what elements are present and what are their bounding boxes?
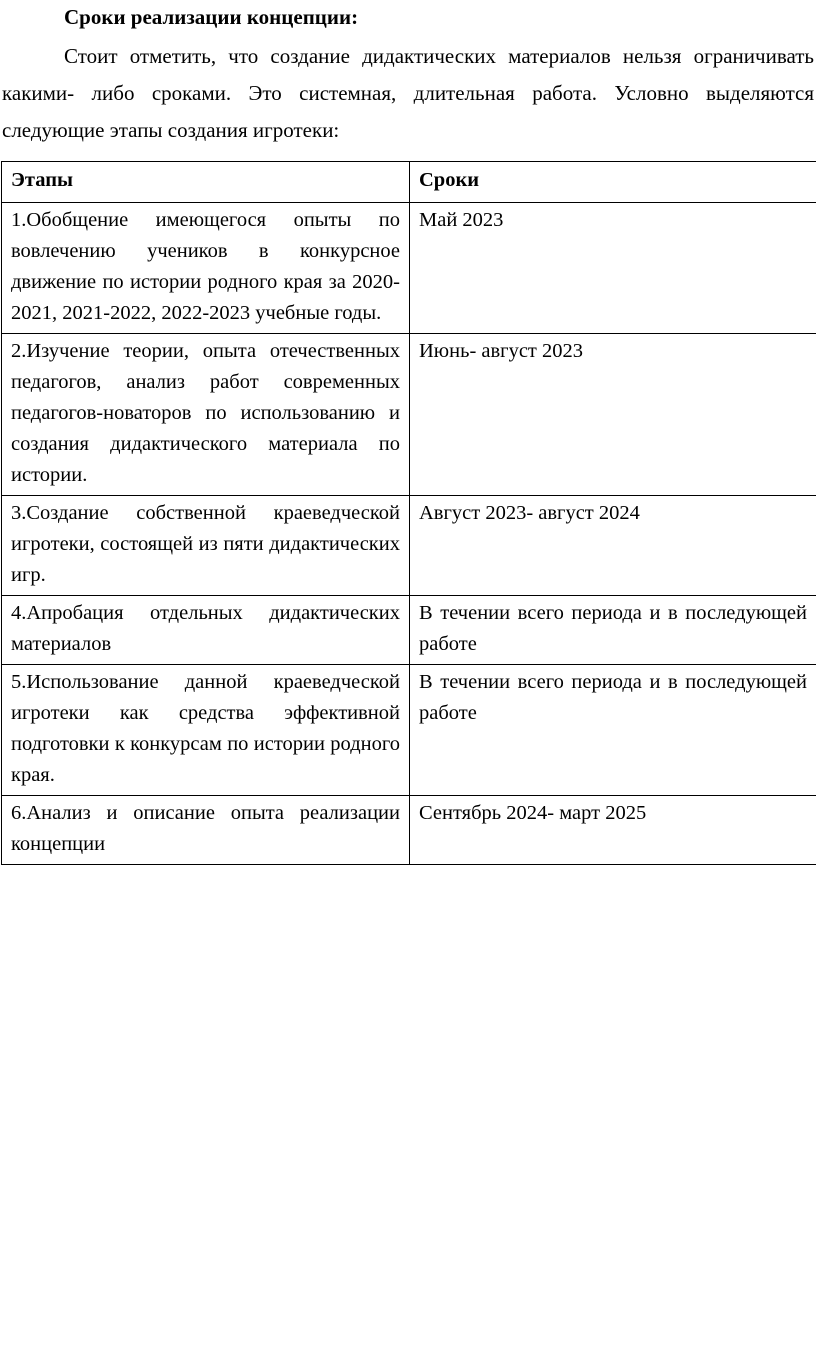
term-cell: Май 2023 — [410, 203, 816, 334]
stage-cell: 2.Изучение теории, опыта отечественных педагогов, анализ работ современных педагогов-новаторов по использованию и создания дидактического материала по истории. — [2, 334, 410, 496]
table-header-row — [2, 162, 816, 203]
intro-paragraph: Стоит отметить, что создание дидактических материалов нельзя ограничивать какими- либо сроками. Это системная, длительная работа. Условно выделяются следующие этапы создания игротеки: — [2, 44, 814, 142]
table-row — [2, 665, 816, 796]
stage-cell: 3.Создание собственной краеведческой игротеки, состоящей из пяти дидактических игр. — [2, 496, 410, 596]
table-row — [2, 796, 816, 865]
stage-cell: 4.Апробация отдельных дидактических материалов — [2, 596, 410, 665]
term-cell: Сентябрь 2024- март 2025 — [410, 796, 816, 865]
term-cell: Июнь- август 2023 — [410, 334, 816, 496]
stage-cell: 6.Анализ и описание опыта реализации концепции — [2, 796, 410, 865]
table-row — [2, 596, 816, 665]
header-term: Сроки — [410, 162, 816, 203]
table-row — [2, 203, 816, 334]
stages-table — [1, 161, 816, 865]
stage-cell: 1.Обобщение имеющегося опыты по вовлечению учеников в конкурсное движение по истории родного края за 2020-2021, 2021-2022, 2022-2023 учебные годы. — [2, 203, 410, 334]
term-cell: В течении всего периода и в последующей работе — [410, 665, 816, 796]
table-row — [2, 334, 816, 496]
stage-cell: 5.Использование данной краеведческой игротеки как средства эффективной подготовки к конкурсам по истории родного края. — [2, 665, 410, 796]
section-heading: Сроки реализации концепции: — [64, 5, 359, 29]
term-cell: Август 2023- август 2024 — [410, 496, 816, 596]
header-stage: Этапы — [2, 162, 410, 203]
table-row — [2, 496, 816, 596]
term-cell: В течении всего периода и в последующей работе — [410, 596, 816, 665]
